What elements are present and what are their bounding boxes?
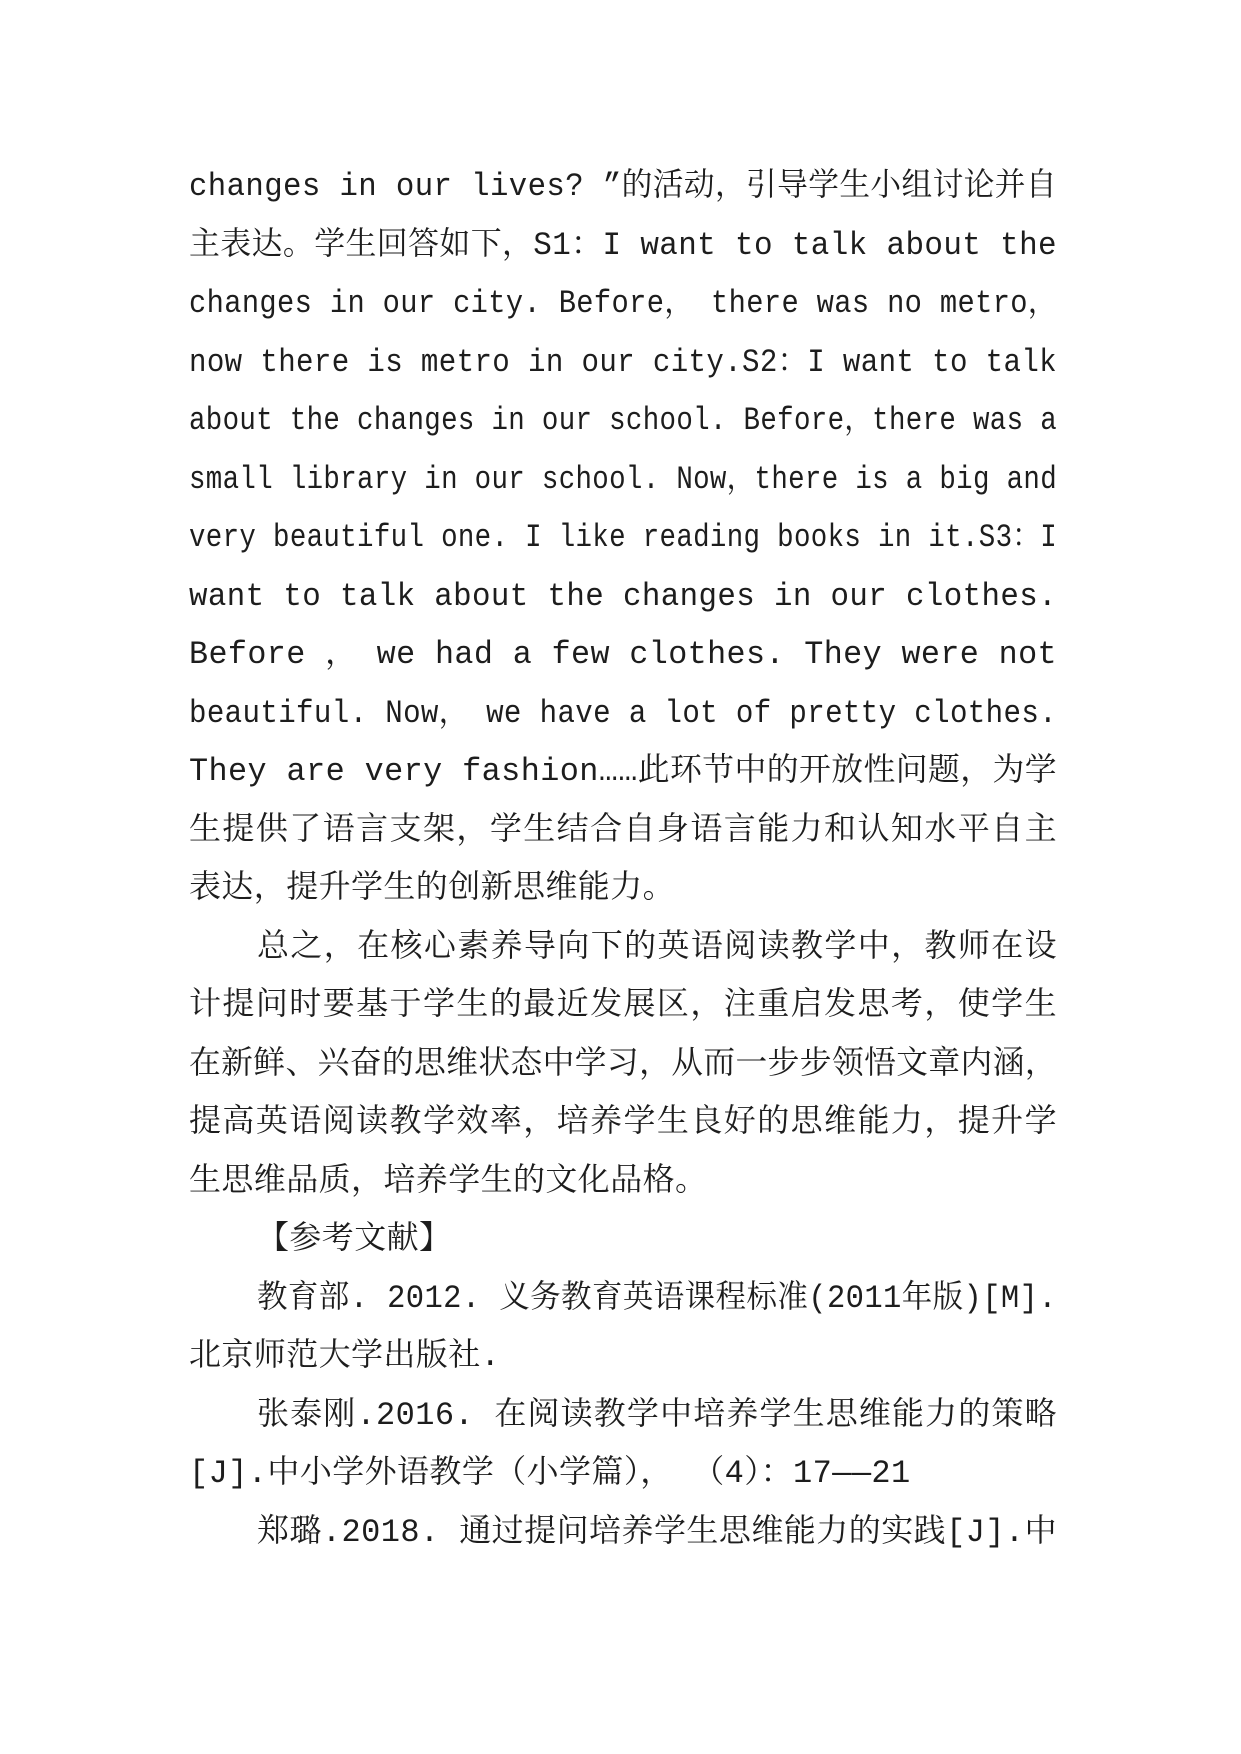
line-text: 北京师范大学出版社. [189,1338,501,1375]
line-text: 张泰刚.2016. 在阅读教学中培养学生思维能力的策略 [257,1396,1057,1434]
line-text: [J].中小学外语教学（小学篇）， （4）：17——21 [189,1455,911,1492]
line-text: changes in our city. Before， there was no metro， [189,285,1057,322]
reference-entry [189,1504,1057,1563]
line-text: about the changes in our school. Before，there was a [189,402,1057,439]
text-line [189,1328,1057,1387]
line-text: 生思维品质，培养学生的文化品格。 [189,1162,708,1200]
line-text: 生提供了语言支架，学生结合自身语言能力和认知水平自主 [189,811,1057,849]
text-line [189,1270,1057,1329]
text-line [189,626,1057,685]
text-line [189,1387,1057,1446]
line-text: 郑璐.2018. 通过提问培养学生思维能力的实践[J].中 [257,1513,1057,1551]
text-line [189,275,1057,334]
text-line [189,685,1057,744]
text-line [189,158,1057,217]
text-line [189,919,1057,978]
text-line [189,977,1057,1036]
line-text: 教育部. 2012. 义务教育英语课程标准(2011年版)[M]. [257,1279,1057,1317]
text-line [189,217,1057,276]
line-text: want to talk about the changes in our clothes. [189,577,1057,615]
line-text: 主表达。学生回答如下，S1：I want to talk about the [189,226,1057,264]
line-text: 表达，提升学生的创新思维能力。 [189,870,676,907]
line-text: changes in our lives? ”的活动，引导学生小组讨论并自 [189,168,1057,205]
text-line [189,334,1057,393]
text-line [189,451,1057,510]
line-text: very beautiful one. I like reading books in it.S3：I [189,519,1057,556]
line-text: now there is metro in our city.S2：I want to talk [189,343,1057,381]
reference-entry [189,1270,1057,1387]
line-text: 在新鲜、兴奋的思维状态中学习，从而一步步领悟文章内涵， [189,1045,1057,1083]
line-text: 计提问时要基于学生的最近发展区，注重启发思考，使学生 [189,987,1057,1024]
line-text: 总之，在核心素养导向下的英语阅读教学中，教师在设 [257,928,1057,966]
line-text: 提高英语阅读教学效率，培养学生良好的思维能力，提升学 [189,1104,1057,1141]
text-line [189,392,1057,451]
document-page [189,158,1057,1562]
text-line [189,860,1057,919]
text-line [189,1094,1057,1153]
body-paragraph [189,158,1057,919]
text-line [189,509,1057,568]
conclusion-paragraph [189,919,1057,1212]
text-line [189,743,1057,802]
text-line [189,568,1057,627]
text-line [189,1211,1057,1270]
text-line [189,1504,1057,1563]
references-heading [189,1211,1057,1270]
text-line [189,802,1057,861]
line-text: They are very fashion……此环节中的开放性问题，为学 [189,753,1057,790]
text-line [189,1036,1057,1095]
line-text: beautiful. Now， we have a lot of pretty clothes. [189,694,1057,732]
text-line [189,1153,1057,1212]
line-text: 【参考文献】 [257,1221,452,1258]
text-line [189,1445,1057,1504]
line-text: small library in our school. Now，there is a big and [189,460,1057,498]
line-text: Before ， we had a few clothes. They were not [189,636,1057,673]
reference-entry [189,1387,1057,1504]
